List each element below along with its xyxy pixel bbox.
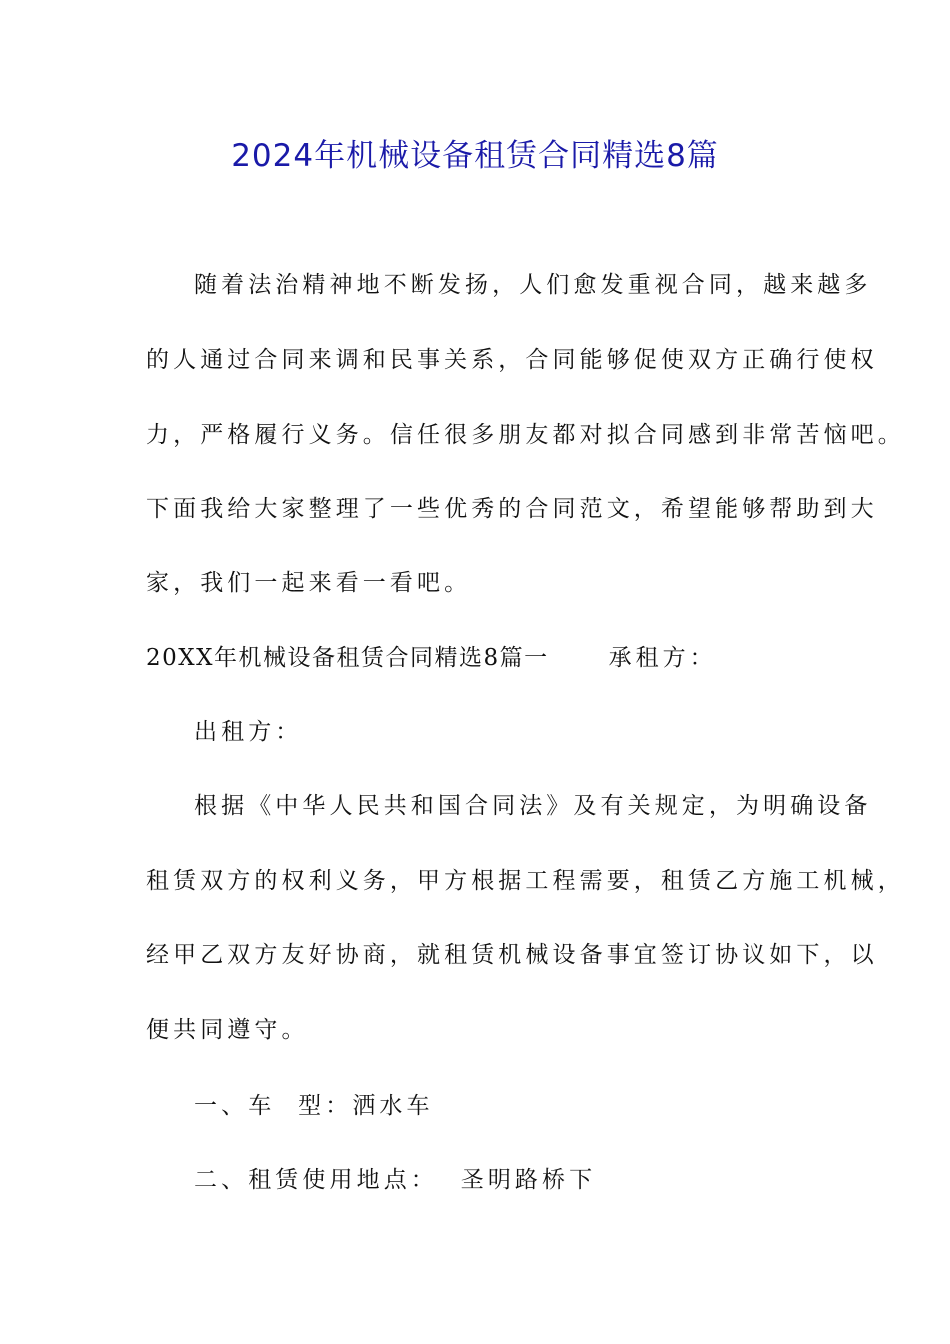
body-line-2: 租赁双方的权利义务，甲方根据工程需要，租赁乙方施工机械， bbox=[146, 868, 905, 894]
intro-line-3: 力，严格履行义务。信任很多朋友都对拟合同感到非常苦恼吧。 bbox=[146, 422, 905, 448]
lessor-label: 出租方： bbox=[194, 719, 303, 745]
body-line-1: 根据《中华人民共和国合同法》及有关规定，为明确设备 bbox=[194, 793, 872, 819]
section-heading-line bbox=[146, 643, 717, 673]
body-line-3: 经甲乙双方友好协商，就租赁机械设备事宜签订协议如下，以 bbox=[146, 942, 878, 968]
intro-line-4: 下面我给大家整理了一些优秀的合同范文，希望能够帮助到大 bbox=[146, 496, 878, 522]
section-heading: 20XX年机械设备租赁合同精选8篇一 bbox=[146, 645, 549, 671]
clause-usage-location: 二、租赁使用地点： 圣明路桥下 bbox=[194, 1167, 597, 1193]
document-title: 2024年机械设备租赁合同精选8篇 bbox=[231, 138, 719, 174]
intro-line-5: 家，我们一起来看一看吧。 bbox=[146, 570, 472, 596]
lessee-label: 承租方： bbox=[608, 645, 717, 671]
intro-line-1: 随着法治精神地不断发扬，人们愈发重视合同，越来越多 bbox=[194, 272, 872, 298]
clause-vehicle-type: 一、车 型：洒水车 bbox=[194, 1093, 434, 1119]
body-line-4: 便共同遵守。 bbox=[146, 1017, 309, 1043]
intro-line-2: 的人通过合同来调和民事关系，合同能够促使双方正确行使权 bbox=[146, 347, 878, 373]
